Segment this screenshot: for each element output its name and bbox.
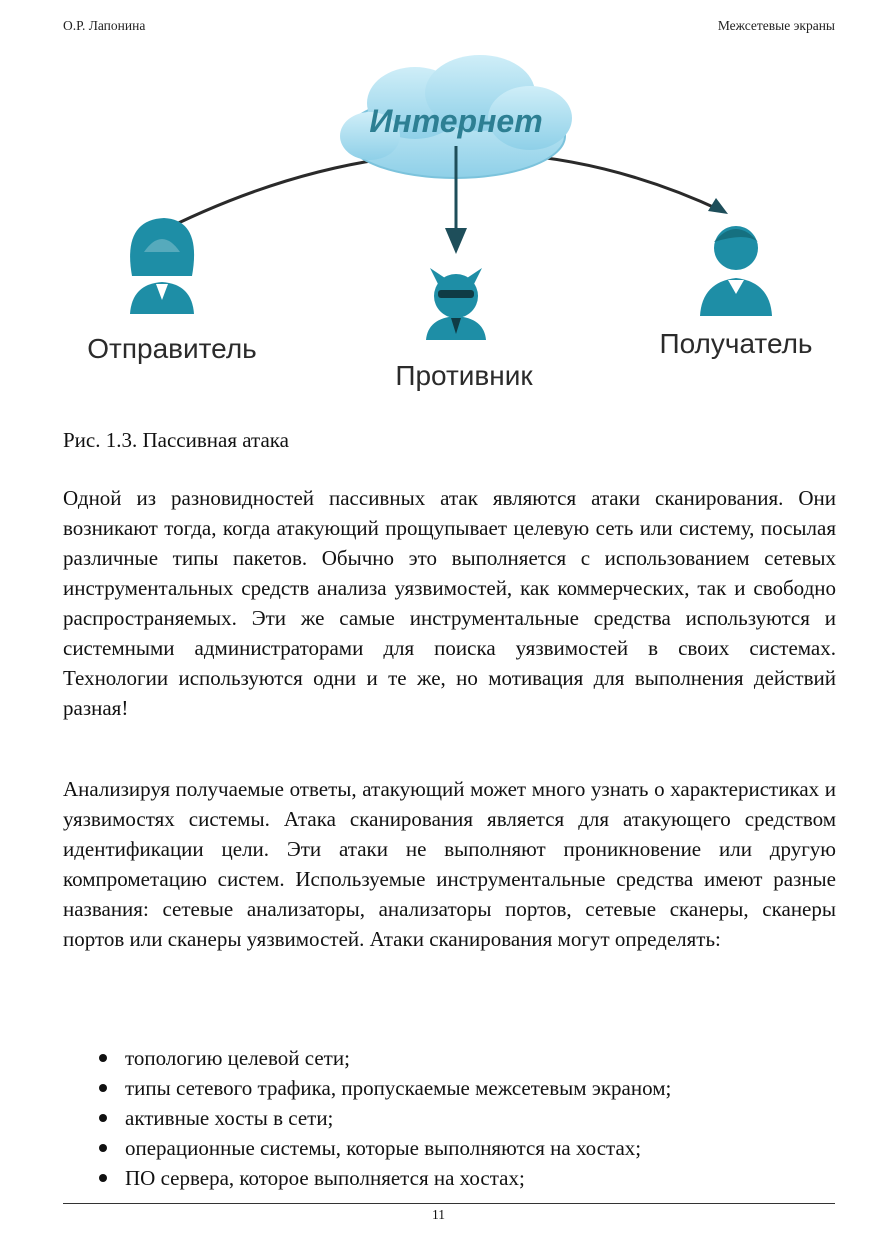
sender-person-icon xyxy=(130,218,194,314)
bullet-icon xyxy=(99,1054,107,1062)
bullet-icon xyxy=(99,1114,107,1122)
receiver-label: Получатель xyxy=(659,328,813,359)
footer-divider xyxy=(63,1203,835,1204)
paragraph-scanning-attacks: Одной из разновидностей пассивных атак являются атаки сканирования. Они возникают тогда, когда атакующий прощупывает целевую сеть или систему, посылая различные типы пакетов. Обычно это выполняется с использованием сетевых инструментальных средств анализа уязвимостей, как коммерческих, так и свободно распространяемых. Эти же самые инструментальные средства используются и системными администраторами для поиска уязвимостей в своих системах. Технологии используются одни и те же, но мотивация для выполнения действий разная! xyxy=(63,486,836,720)
scan-results-list xyxy=(63,1043,836,1193)
list-item: типы сетевого трафика, пропускаемые межсетевым экраном; xyxy=(63,1073,836,1103)
page-header xyxy=(63,18,835,38)
passive-attack-figure xyxy=(60,48,840,408)
page-number: 11 xyxy=(432,1207,445,1222)
sender-label: Отправитель xyxy=(87,333,257,364)
list-item: ПО сервера, которое выполняется на хостах; xyxy=(63,1163,836,1193)
receiver-person-icon xyxy=(700,226,772,316)
tap-arrowhead xyxy=(445,228,467,254)
cloud-label: Интернет xyxy=(369,103,543,139)
adversary-person-icon xyxy=(426,268,486,340)
adversary-label: Противник xyxy=(395,360,533,391)
bullet-icon xyxy=(99,1174,107,1182)
figure-caption: Рис. 1.3. Пассивная атака xyxy=(63,428,289,452)
list-item: операционные системы, которые выполняются на хостах; xyxy=(63,1133,836,1163)
header-title: Межсетевые экраны xyxy=(717,18,835,33)
bullet-icon xyxy=(99,1084,107,1092)
list-item: топологию целевой сети; xyxy=(63,1043,836,1073)
list-item: активные хосты в сети; xyxy=(63,1103,836,1133)
paragraph-response-analysis: Анализируя получаемые ответы, атакующий может много узнать о характеристиках и уязвимостях системы. Атака сканирования является для атакующего средством идентификации цели. Эти атаки не выполняют проникновение или другую компрометацию систем. Используемые инструментальные средства имеют разные названия: сетевые анализаторы, анализаторы портов, сетевые сканеры, сканеры портов или сканеры уязвимостей. Атаки сканирования могут определять: xyxy=(63,777,836,951)
header-author: О.Р. Лапонина xyxy=(63,18,146,33)
bullet-icon xyxy=(99,1144,107,1152)
